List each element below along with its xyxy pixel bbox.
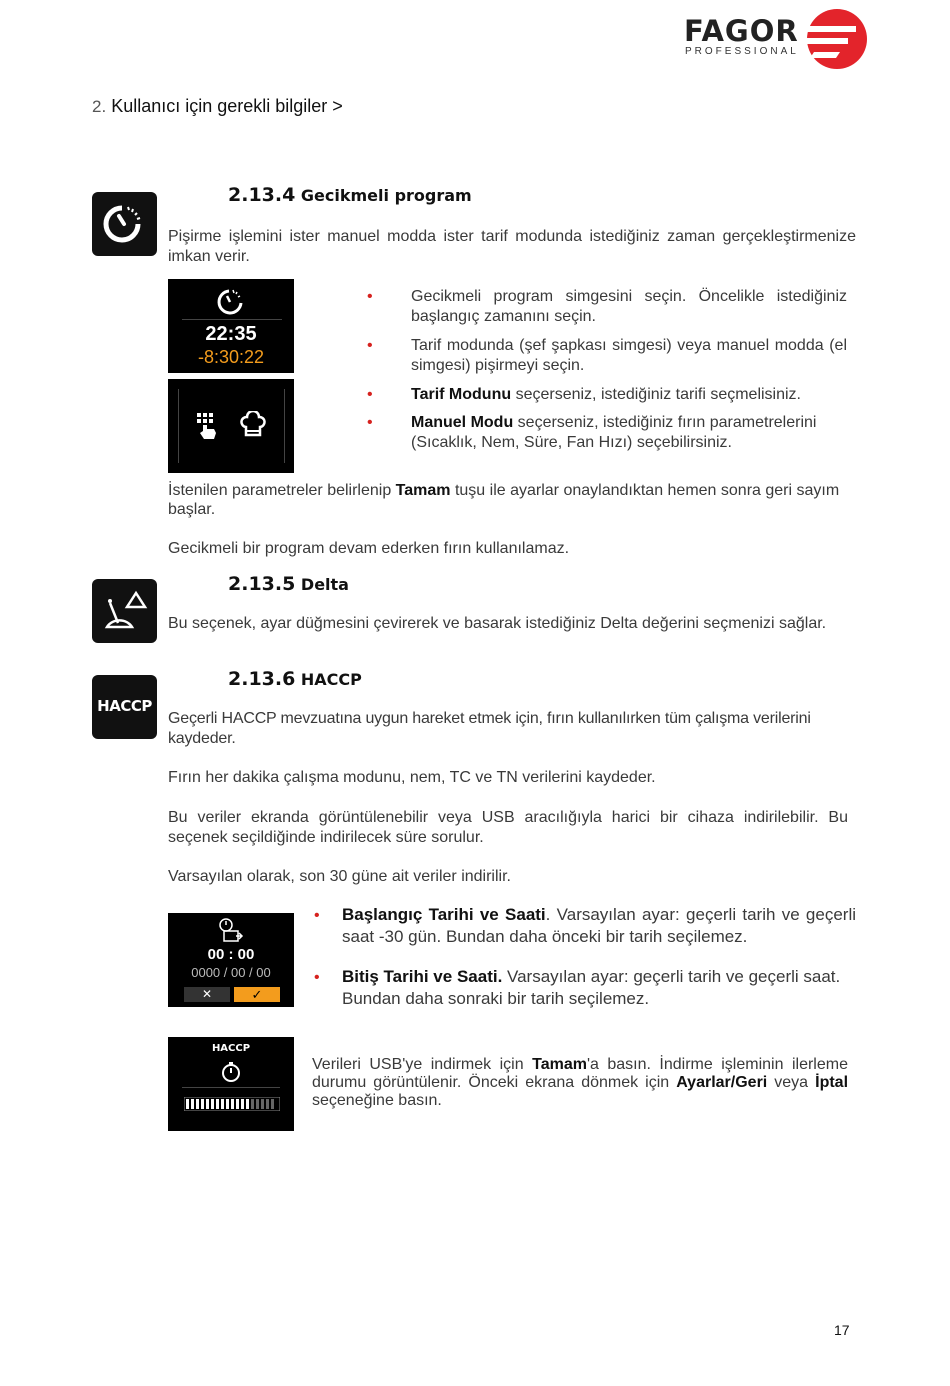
screen-time: 22:35 [205,323,257,345]
haccp-icon-label: HACCP [97,697,152,715]
screen-haccp-label: HACCP [211,1043,251,1054]
haccp-date-range-list [314,904,856,1010]
haccp-date-screen [168,913,294,1007]
section-number: 2.13.5 [228,573,296,595]
list-item: • Tarif modunda (şef şapkası simgesi) veya manuel modda (el simgesi) pişirmeyi seçin. [367,337,847,374]
brand-name: FAGOR [684,14,799,48]
cancel-button[interactable]: ✕ [184,987,230,1002]
chapter-number: 2. [92,97,107,116]
section-title: Delta [300,575,349,594]
calendar-clock-icon [218,917,244,943]
delayed-program-intro: Pişirme işlemini ister manuel modda ister tarif modunda istediğiniz zaman gerçekleştirmenize imkan verir. [168,228,856,265]
timer-icon [215,287,247,317]
confirm-button[interactable]: ✓ [234,987,280,1002]
screen-countdown: -8:30:22 [197,347,265,367]
screen-time: 00 : 00 [207,946,255,963]
list-item: • Gecikmeli program simgesini seçin. Öncelikle istediğiniz başlangıç zamanını seçin. [367,288,847,325]
haccp-icon [92,675,157,739]
mode-select-screen [168,379,294,473]
haccp-download-screen [168,1037,294,1131]
haccp-paragraph-2: Fırın her dakika çalışma modunu, nem, TC ve TN verilerini kaydeder. [168,769,656,786]
delta-icon [92,579,157,643]
delayed-program-screen [168,279,294,373]
list-item: • Tarif Modunu seçerseniz, istediğiniz tarifi seçmelisiniz. [367,386,801,403]
section-number: 2.13.4 [228,184,296,206]
manual-hand-icon [194,411,220,441]
page-number: 17 [834,1322,850,1338]
chapter-title: Kullanıcı için gerekli bilgiler > [111,96,343,116]
section-number: 2.13.6 [228,668,296,690]
delayed-program-icon [92,192,157,256]
section-title: Gecikmeli program [300,186,472,205]
list-item: • Başlangıç Tarihi ve Saati. Varsayılan ayar: geçerli tarih ve geçerli saat -30 gün. Bundan daha önceki bir tarih seçilemez. [314,905,856,946]
chef-hat-icon [240,411,266,439]
oven-locked-note: Gecikmeli bir program devam ederken fırın kullanılamaz. [168,540,570,557]
section-heading-delayed-program [228,184,472,206]
brand-subtitle: PROFESSIONAL [685,46,799,57]
stopwatch-icon [219,1059,243,1083]
delayed-program-steps [367,287,847,453]
chapter-heading [92,96,343,117]
list-item: • Bitiş Tarihi ve Saati. Varsayılan ayar: geçerli tarih ve geçerli saat. Bundan daha sonraki bir tarih seçilemez. [314,967,841,1008]
section-title: HACCP [300,670,362,689]
brand-logo [684,12,870,68]
list-item: • Manuel Modu seçerseniz, istediğiniz fırın parametrelerini (Sıcaklık, Nem, Süre, Fan Hızı) seçebilirsiniz. [367,414,817,451]
section-heading-haccp [228,668,362,690]
countdown-paragraph: İstenilen parametreler belirlenip Tamam tuşu ile ayarlar onaylandıktan hemen sonra geri sayım başlar. [168,482,840,518]
haccp-paragraph-3: Bu veriler ekranda görüntülenebilir veya USB aracılığıyla harici bir cihaza indirilebilir. Bu seçenek seçildiğinde indirilecek süre sorulur. [168,809,848,846]
download-progress-bar [184,1097,280,1111]
section-heading-delta [228,573,349,595]
haccp-paragraph-4: Varsayılan olarak, son 30 güne ait veriler indirilir. [168,868,511,885]
fagor-logo-icon [806,8,868,70]
haccp-paragraph-1: Geçerli HACCP mevzuatına uygun hareket etmek için, fırın kullanılırken tüm çalışma verilerini kaydeder. [168,710,811,747]
screen-date: 0000 / 00 / 00 [191,965,271,980]
usb-download-paragraph: Verileri USB'ye indirmek için Tamam'a basın. İndirme işleminin ilerleme durumu görüntülenir. Önceki ekrana dönmek için Ayarlar/Geri veya İptal seçeneğine basın. [312,1056,849,1109]
delta-description: Bu seçenek, ayar düğmesini çevirerek ve basarak istediğiniz Delta değerini seçmenizi sağlar. [168,615,827,632]
